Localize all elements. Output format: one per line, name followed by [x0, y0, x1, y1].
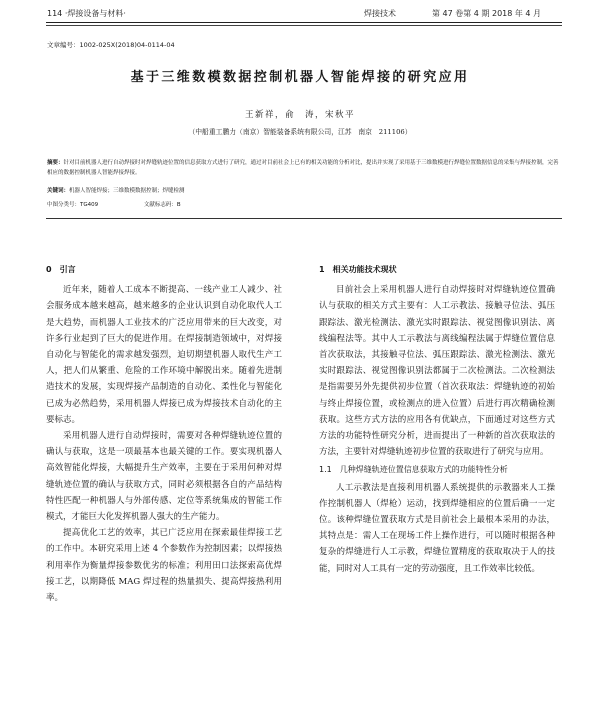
- page-header-left: 114 ·焊接设备与材料·: [47, 9, 126, 18]
- document-code: 文献标志码：B: [143, 202, 181, 208]
- paper-title: 基于三维数模数据控制机器人智能焊接的研究应用: [130, 70, 470, 85]
- classification: [47, 200, 185, 208]
- paragraph: 提高优化工艺的效率，其已广泛应用在探索最佳焊接工艺的工作中。本研究采用上述 4 个参数作为控制因素；以焊接热利用率作为衡量焊接参数优劣的标准；利用田口法探索高优焊接工艺，以期降低 MAG 焊过程的热量损失、提高焊接热利用率。: [46, 528, 282, 604]
- section-heading-introduction: 0 引言: [46, 265, 76, 274]
- right-column: [319, 262, 555, 577]
- abstract-divider: [46, 218, 562, 219]
- keywords-label: 关键词：: [47, 188, 70, 194]
- page-header-issue: 第 47 卷第 4 期 2018 年 4 月: [432, 9, 542, 18]
- section-heading-status: 1 相关功能技术现状: [319, 265, 397, 274]
- clc-number: 中图分类号：TG409: [47, 202, 99, 208]
- paper-authors: 王新祥，俞 涛，宋秋平: [244, 110, 355, 120]
- subsection-heading: 1.1 几种焊缝轨迹位置信息获取方式的功能特性分析: [319, 465, 508, 475]
- left-column: [46, 262, 282, 606]
- keywords: [47, 186, 563, 194]
- header-rule-thin: [46, 25, 562, 26]
- abstract-label: 摘要：: [47, 160, 64, 166]
- paragraph: 目前社会上采用机器人进行自动焊接时对焊缝轨迹位置确认与获取的相关方式主要有：人工示教法、接触寻位法、弧压跟踪法、激光检测法、激光实时跟踪法、视觉图像识别法、离线编程法等。其中人工示教法与离线编程法属于焊缝位置信息首次获取法，其接触寻位法、弧压跟踪法、激光检测法、激光实时跟踪法、视觉图像识别法都属于二次检测法。二次检测法是指需要另外先提供初步位置（首次获取法：焊缝轨迹的初始与终止焊接位置，或检测点的进入位置）后进行再次精确检测获取。这些方式方法的应用各有优缺点，下面通过对这些方式方法的功能特性研究分析，进而提出了一种新的首次获取法的方法，主要针对焊缝轨迹初步位置的获取进行了研究与应用。: [319, 285, 555, 458]
- paragraph: 采用机器人进行自动焊接时，需要对各种焊缝轨迹位置的确认与获取，这是一项最基本也最关键的工作。要实现机器人高效智能化焊接，大幅提升生产效率，主要在于采用何种对焊缝轨迹位置的确认与获取方式，同时必须根据各自的产品结构特性匹配一种机器人与外部传感、定位等系统集成的智能工作模式，才能巨大化发挥机器人强大的生产能力。: [46, 431, 282, 523]
- paragraph: 近年来，随着人工成本不断提高、一线产业工人减少、社会服务成本越来越高，越来越多的企业认识到自动化取代人工是大趋势，而机器人工业技术的广泛应用带来的巨大改变，对许多行业起到了巨大的促进作用。在焊接制造领域中，对焊接自动化与智能化的需求越发强烈，迫切期望机器人取代生产工人，把人们从繁重、危险的工作环境中解脱出来。随着先进制造技术的发展，实现焊接产品制造的自动化、柔性化与智能化已成为必然趋势，采用机器人焊接已成为焊接技术自动化的主要标志。: [46, 285, 282, 425]
- page-header-journal: 焊接技术: [364, 9, 396, 18]
- header-rule: [46, 22, 562, 23]
- paragraph: 人工示教法是直接利用机器人系统提供的示教器来人工操作控制机器人（焊枪）运动，找到焊缝相应的位置后确一一定位。该种焊缝位置获取方式是目前社会上最根本采用的办法，其特点是：需人工在现场工件上操作进行，可以随时根据各种复杂的焊缝进行人工示教，焊缝位置精度的获取取决于人的技能，同时对人工具有一定的劳动强度，且工作效率比较低。: [319, 482, 555, 574]
- paper-affiliation: （中船重工鹏力（南京）智能装备系统有限公司，江苏 南京 211106）: [188, 128, 412, 136]
- keywords-text: 机器人智能焊接；三维数模数据控制；焊缝检测: [69, 188, 185, 194]
- abstract-text: 针对目前机器人进行自动焊接时对焊缝轨迹位置的信息获取方式进行了研究，通过对目前社会上已有的相关功能的分析对比，提出并实现了采用基于三维数模进行焊缝位置数据信息的采集与焊接控制，完善相应的数据控制机器人智能焊接焊接。: [47, 160, 559, 176]
- abstract: [47, 158, 563, 178]
- article-number: 文章编号：1002-025X(2018)04-0114-04: [47, 41, 175, 49]
